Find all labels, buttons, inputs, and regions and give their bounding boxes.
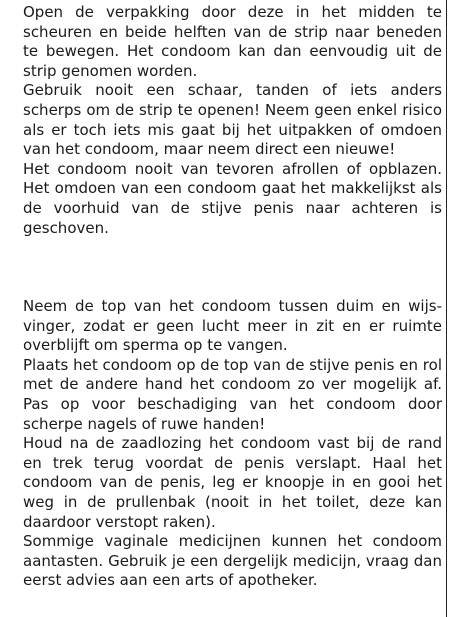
paragraph-open-package: Open de verpakking door deze in het midden te scheuren en beide helften van de strip naar beneden te bewegen. Het condoom kan dan eenvoudig uit de strip genomen worden. bbox=[23, 3, 442, 80]
instructions-section-opening bbox=[23, 3, 442, 238]
instructions-section-usage bbox=[23, 297, 442, 591]
paragraph-removal: Houd na de zaadlozing het condoom vast bij de rand en trek terug voordat de penis verslapt. Haal het condoom van de penis, leg er knoopje in en gooi het weg in de prullenbak (nooit in het toilet, deze kan daardoor verstopt raken). bbox=[23, 434, 442, 531]
paragraph-medication-warning: Sommige vaginale medicijnen kunnen het condoom aantasten. Gebruik je een dergelijk medicijn, vraag dan eerst advies aan een arts of apotheker. bbox=[23, 532, 442, 590]
paragraph-no-unrolling: Het condoom nooit van tevoren afrollen of opblazen. Het omdoen van een condoom gaat het makkelijkst als de voorhuid van de stijve penis naar achteren is geschoven. bbox=[23, 159, 442, 237]
paragraph-roll-on: Plaats het condoom op de top van de stijve penis en rol met de andere hand het condoom zo ver mogelijk af. Pas op voor beschadiging van het condoom door scherpe nagels of ruwe handen! bbox=[23, 355, 442, 433]
page-edge-divider bbox=[446, 0, 447, 617]
paragraph-no-scissors: Gebruik nooit een schaar, tanden of iets anders scherps om de strip te openen! Neem geen enkel risico als er toch iets mis gaat bij het uitpakken of omdoen van het condoom, maar neem direct een nieuwe! bbox=[23, 81, 442, 159]
paragraph-hold-tip: Neem de top van het condoom tussen duim en wijs-vinger, zodat er geen lucht meer in zit en er ruimte overblijft om sperma op te vangen. bbox=[23, 297, 442, 355]
